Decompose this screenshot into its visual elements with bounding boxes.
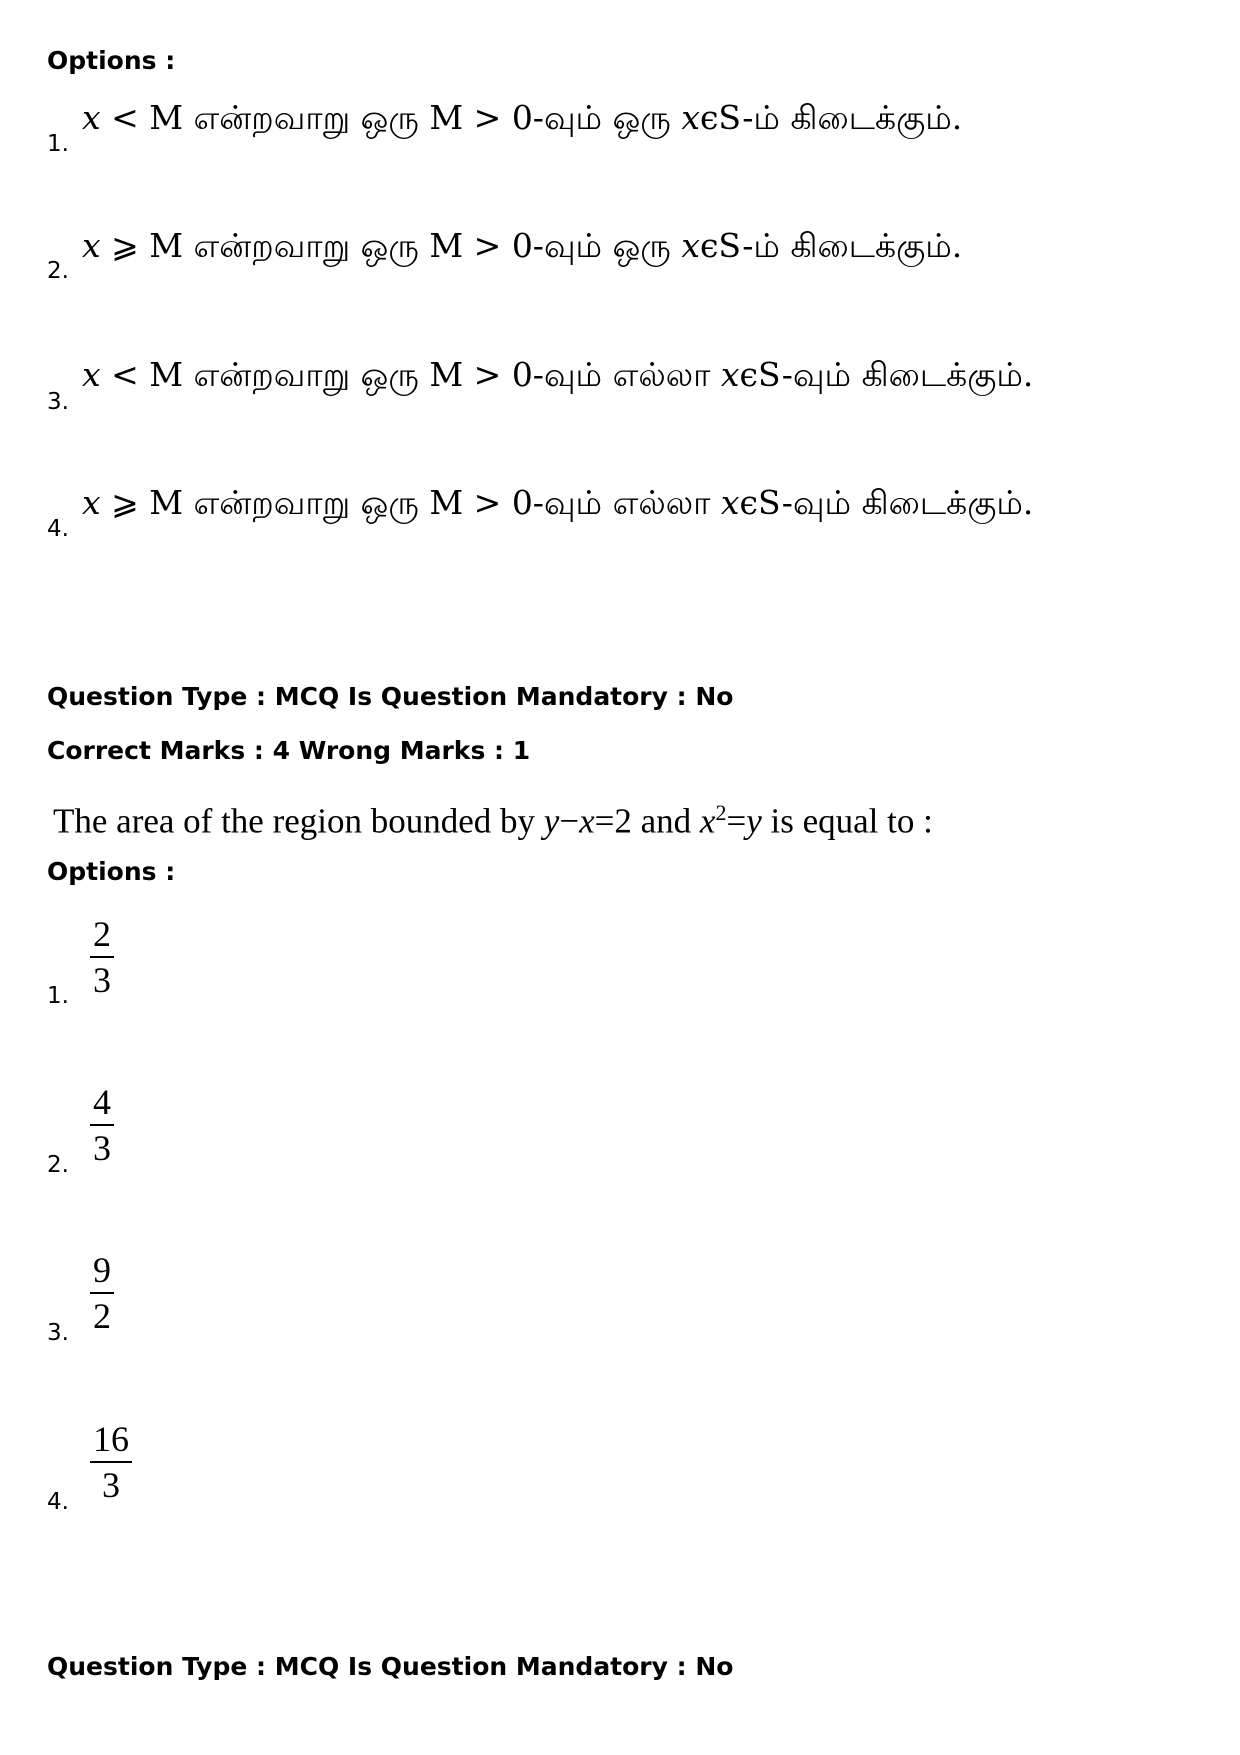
option-number: 1. xyxy=(47,983,69,1009)
option-number: 3. xyxy=(47,1320,69,1346)
math-variable: y xyxy=(746,801,762,841)
fraction xyxy=(90,1250,114,1336)
math-variable: x xyxy=(82,483,101,522)
option-number: 4. xyxy=(47,1489,69,1515)
option-tail: ϵS-ம் கிடைக்கும். xyxy=(699,98,963,137)
fraction-bar xyxy=(90,1292,114,1294)
question-type-line: Question Type : MCQ Is Question Mandatory : No xyxy=(47,1652,734,1681)
math-variable: x xyxy=(82,98,101,137)
fraction-denominator: 3 xyxy=(93,1128,111,1168)
math-relation: ⩾ xyxy=(111,226,139,265)
option-text xyxy=(82,483,1033,523)
option-text xyxy=(82,226,962,266)
question-prefix: The area of the region bounded by xyxy=(53,801,536,841)
fraction xyxy=(90,1082,114,1168)
math-relation: ⩾ xyxy=(111,483,139,522)
math-variable: x xyxy=(681,226,700,265)
fraction-numerator: 9 xyxy=(93,1250,111,1290)
fraction-bar xyxy=(90,956,114,958)
option-body: M என்றவாறு ஒரு M > 0-வும் ஒரு xyxy=(149,226,671,265)
question-text xyxy=(53,792,933,843)
math-equation: =2 and xyxy=(594,801,692,841)
option-tail: ϵS-வும் கிடைக்கும். xyxy=(739,355,1034,394)
options-label: Options : xyxy=(47,857,176,886)
question-suffix: is equal to : xyxy=(770,801,933,841)
fraction-denominator: 3 xyxy=(102,1465,120,1505)
option-number: 1. xyxy=(47,131,69,157)
question-type-line: Question Type : MCQ Is Question Mandatory : No xyxy=(47,682,734,711)
math-variable: x xyxy=(82,355,101,394)
math-variable: x xyxy=(681,98,700,137)
marks-line: Correct Marks : 4 Wrong Marks : 1 xyxy=(47,736,531,765)
math-operator: − xyxy=(559,801,580,841)
fraction-numerator: 4 xyxy=(93,1082,111,1122)
option-text xyxy=(82,98,962,138)
fraction-denominator: 3 xyxy=(93,960,111,1000)
math-exponent: 2 xyxy=(715,800,727,825)
fraction-denominator: 2 xyxy=(93,1296,111,1336)
option-body: M என்றவாறு ஒரு M > 0-வும் எல்லா xyxy=(149,483,711,522)
fraction xyxy=(90,914,114,1000)
option-body: M என்றவாறு ஒரு M > 0-வும் ஒரு xyxy=(149,98,671,137)
options-label: Options : xyxy=(47,46,176,75)
fraction-bar xyxy=(90,1461,132,1463)
math-variable: x xyxy=(82,226,101,265)
math-variable: y xyxy=(543,801,560,841)
option-number: 3. xyxy=(47,389,69,415)
math-relation: < xyxy=(111,355,139,394)
option-number: 2. xyxy=(47,1152,69,1178)
math-operator: = xyxy=(726,801,747,841)
option-body: M என்றவாறு ஒரு M > 0-வும் எல்லா xyxy=(149,355,711,394)
fraction-bar xyxy=(90,1124,114,1126)
fraction xyxy=(90,1419,132,1505)
option-text xyxy=(82,355,1033,395)
option-number: 2. xyxy=(47,258,69,284)
fraction-numerator: 2 xyxy=(93,914,111,954)
math-variable: x xyxy=(720,355,740,394)
math-variable: x xyxy=(720,483,740,522)
option-tail: ϵS-வும் கிடைக்கும். xyxy=(739,483,1034,522)
math-variable: x xyxy=(699,801,716,841)
fraction-numerator: 16 xyxy=(93,1419,129,1459)
option-tail: ϵS-ம் கிடைக்கும். xyxy=(699,226,963,265)
option-number: 4. xyxy=(47,516,69,542)
math-relation: < xyxy=(111,98,139,137)
math-variable: x xyxy=(579,801,595,841)
